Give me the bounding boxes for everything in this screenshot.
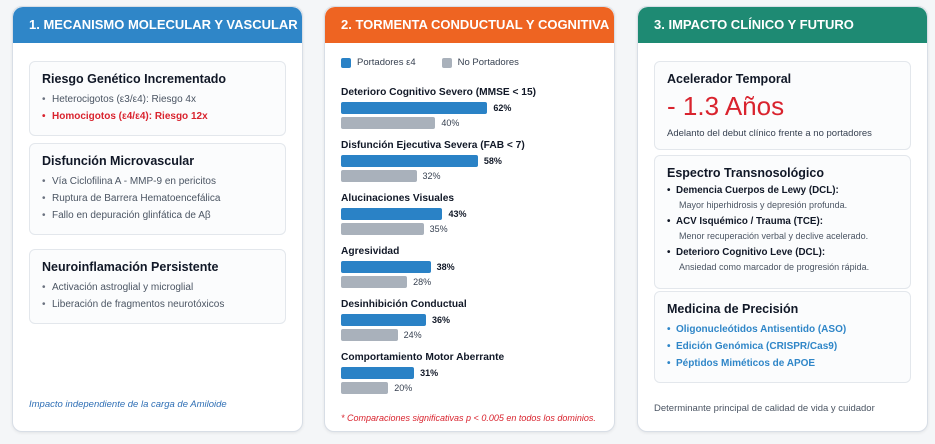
- bullet-item-highlight: • Homocigotos (ε4/ε4): Riesgo 12x: [42, 108, 273, 125]
- card-genetic-risk: [29, 61, 286, 136]
- metric-group: [341, 352, 603, 396]
- bar-row: [341, 207, 603, 222]
- category-label: Alucinaciones Visuales: [341, 193, 455, 204]
- data-label: 20%: [394, 383, 413, 393]
- data-label: 62%: [493, 103, 512, 113]
- bar-noncarriers: [341, 223, 424, 235]
- panel-footer: Determinante principal de calidad de vida y cuidador: [654, 403, 875, 414]
- category-label: Comportamiento Motor Aberrante: [341, 352, 505, 363]
- card-microvascular: [29, 143, 286, 235]
- card-title: Espectro Transnosológico: [667, 166, 824, 180]
- card-time-accelerator: [654, 61, 911, 150]
- legend-label: No Portadores: [457, 57, 519, 68]
- onset-advance-value: - 1.3 Años: [667, 91, 785, 121]
- card-title: Acelerador Temporal: [667, 72, 792, 86]
- panel-header: 3. IMPACTO CLÍNICO Y FUTURO: [638, 7, 927, 43]
- card-title: Disfunción Microvascular: [42, 154, 195, 168]
- card-title: Medicina de Precisión: [667, 302, 799, 316]
- spectrum-item: [667, 185, 898, 210]
- bar-noncarriers: [341, 170, 417, 182]
- bullet-item: • Liberación de fragmentos neurotóxicos: [42, 296, 273, 313]
- bar-carriers: [341, 367, 414, 379]
- spectrum-item: [667, 216, 898, 241]
- category-label: Desinhibición Conductual: [341, 299, 467, 310]
- onset-advance-desc: Adelanto del debut clínico frente a no portadores: [667, 128, 872, 139]
- chart-legend: [341, 57, 545, 68]
- data-label: 36%: [431, 315, 450, 325]
- bullet-item: • Fallo en depuración glinfática de Aβ: [42, 207, 273, 224]
- category-label: Deterioro Cognitivo Severo (MMSE < 15): [341, 87, 537, 98]
- spectrum-item-name: • Deterioro Cognitivo Leve (DCL):: [667, 247, 898, 258]
- bullet-item: • Ruptura de Barrera Hematoencefálica: [42, 190, 273, 207]
- metric-group: [341, 246, 603, 290]
- bar-row: [341, 116, 603, 131]
- panel-clinical-impact: [637, 6, 928, 432]
- data-label: 58%: [483, 156, 502, 166]
- card-title: Riesgo Genético Incrementado: [42, 72, 227, 86]
- legend-item-carriers: [341, 57, 416, 68]
- bar-carriers: [341, 314, 426, 326]
- significance-note: * Comparaciones significativas p < 0.005 en todos los dominios.: [341, 413, 596, 423]
- bullet-item: • Heterocigotos (ε3/ε4): Riesgo 4x: [42, 91, 273, 108]
- spectrum-item-name: • ACV Isquémico / Trauma (TCE):: [667, 216, 898, 227]
- bar-row: [341, 275, 603, 290]
- footnote: Impacto independiente de la carga de Amiloide: [29, 399, 227, 410]
- spectrum-item-desc: Ansiedad como marcador de progresión rápida.: [679, 262, 870, 272]
- spectrum-item-desc: Mayor hiperhidrosis y depresión profunda.: [679, 200, 848, 210]
- bullet-item: • Activación astroglial y microglial: [42, 279, 273, 296]
- bar-row: [341, 169, 603, 184]
- bar-noncarriers: [341, 117, 435, 129]
- card-title: Neuroinflamación Persistente: [42, 260, 219, 274]
- bar-row: [341, 260, 603, 275]
- data-label: 24%: [403, 330, 422, 340]
- legend-label: Portadores ε4: [357, 57, 416, 68]
- bar-noncarriers: [341, 276, 407, 288]
- data-label: 35%: [429, 224, 448, 234]
- metric-group: [341, 87, 603, 131]
- bar-row: [341, 381, 603, 396]
- bar-row: [341, 328, 603, 343]
- bar-row: [341, 222, 603, 237]
- category-label: Agresividad: [341, 246, 400, 257]
- therapy-item: • Edición Genómica (CRISPR/Cas9): [667, 338, 898, 355]
- metric-group: [341, 140, 603, 184]
- data-label: 43%: [448, 209, 467, 219]
- data-label: 38%: [436, 262, 455, 272]
- bar-carriers: [341, 102, 487, 114]
- bullet-item: • Vía Ciclofilina A - MMP-9 en pericitos: [42, 173, 273, 190]
- metric-group: [341, 299, 603, 343]
- bar-noncarriers: [341, 382, 388, 394]
- spectrum-item-desc: Menor recuperación verbal y declive acelerado.: [679, 231, 869, 241]
- bar-row: [341, 366, 603, 381]
- panel-header: 2. TORMENTA CONDUCTUAL Y COGNITIVA: [325, 7, 614, 43]
- metric-group: [341, 193, 603, 237]
- card-precision-medicine: [654, 291, 911, 383]
- bar-row: [341, 313, 603, 328]
- panel-molecular-vascular: [12, 6, 303, 432]
- therapy-item: • Oligonucleótidos Antisentido (ASO): [667, 321, 898, 338]
- panel-behavioral-cognitive: [324, 6, 615, 432]
- spectrum-item-name: • Demencia Cuerpos de Lewy (DCL):: [667, 185, 898, 196]
- therapy-item: • Péptidos Miméticos de APOE: [667, 355, 898, 372]
- bar-noncarriers: [341, 329, 398, 341]
- category-label: Disfunción Ejecutiva Severa (FAB < 7): [341, 140, 525, 151]
- data-label: 32%: [422, 171, 441, 181]
- card-transnosological-spectrum: [654, 155, 911, 289]
- legend-item-noncarriers: [442, 57, 519, 68]
- data-label: 40%: [441, 118, 460, 128]
- panel-header: 1. MECANISMO MOLECULAR Y VASCULAR: [13, 7, 302, 43]
- legend-swatch: [341, 58, 351, 68]
- card-neuroinflammation: [29, 249, 286, 324]
- legend-swatch: [442, 58, 452, 68]
- data-label: 28%: [413, 277, 432, 287]
- bar-row: [341, 101, 603, 116]
- bar-carriers: [341, 208, 442, 220]
- data-label: 31%: [420, 368, 439, 378]
- bar-carriers: [341, 261, 431, 273]
- bar-carriers: [341, 155, 478, 167]
- spectrum-item: [667, 247, 898, 272]
- bar-row: [341, 154, 603, 169]
